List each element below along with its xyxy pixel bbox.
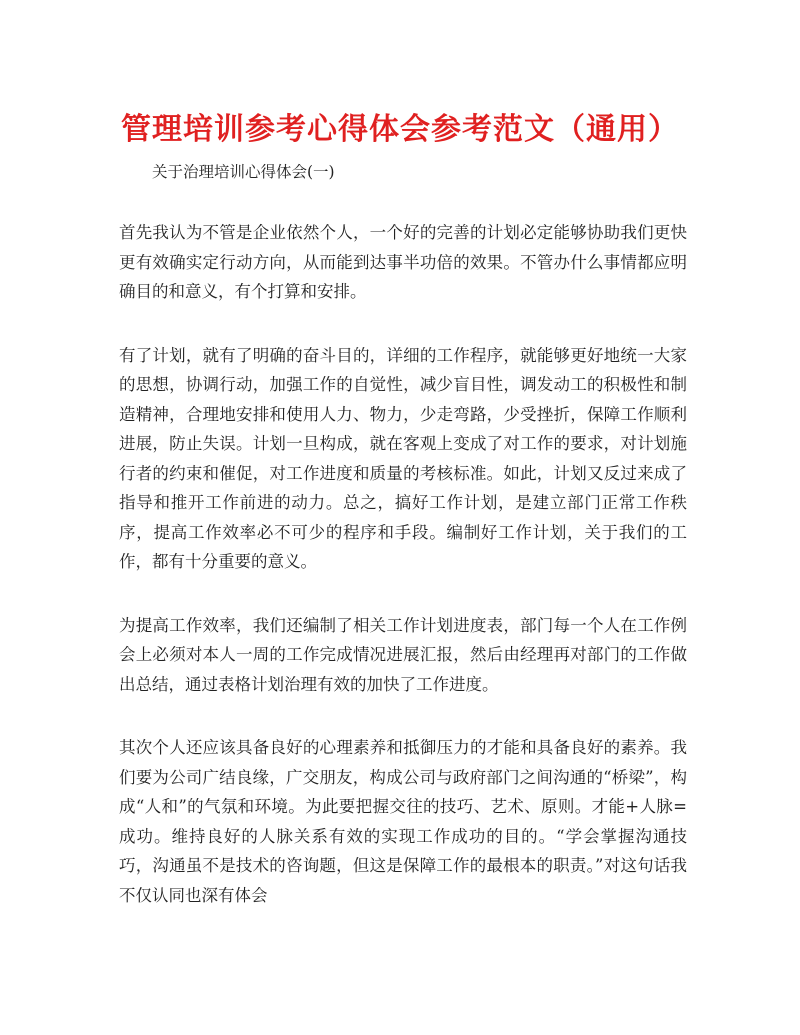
document-body	[119, 218, 687, 910]
body-paragraph-1: 首先我认为不管是企业依然个人，一个好的完善的计划必定能够协助我们更快更有效确实定行动方向，从而能到达事半功倍的效果。不管办什么事情都应明确目的和意义，有个打算和安排。	[119, 223, 687, 301]
document-subtitle: 关于治理培训心得体会(一)	[152, 163, 335, 181]
document-title: 管理培训参考心得体会参考范文（通用）	[121, 112, 679, 147]
body-paragraph-3: 为提高工作效率，我们还编制了相关工作计划进度表，部门每一个人在工作例会上必须对本人一周的工作完成情况进展汇报，然后由经理再对部门的工作做出总结，通过表格计划治理有效的加快了工作进度。	[119, 615, 687, 694]
body-paragraph-4: 其次个人还应该具备良好的心理素养和抵御压力的才能和具备良好的素养。我们要为公司广结良缘，广交朋友，构成公司与政府部门之间沟通的“桥梁”，构成“人和”的气氛和环境。为此要把握交往的技巧、艺术、原则。才能+人脉=成功。维持良好的人脉关系有效的实现工作成功的目的。“学会掌握沟通技巧，沟通虽不是技术的咨询题，但这是保障工作的最根本的职责。”对这句话我不仅认同也深有体会	[119, 738, 687, 905]
body-paragraph-2: 有了计划，就有了明确的奋斗目的，详细的工作程序，就能够更好地统一大家的思想，协调行动，加强工作的自觉性，减少盲目性，调发动工的积极性和制造精神，合理地安排和使用人力、物力，少走弯路，少受挫折，保障工作顺利进展，防止失误。计划一旦构成，就在客观上变成了对工作的要求，对计划施行者的约束和催促，对工作进度和质量的考核标准。如此，计划又反过来成了指导和推开工作前进的动力。总之，搞好工作计划，是建立部门正常工作秩序，提高工作效率必不可少的程序和手段。编制好工作计划，关于我们的工作，都有十分重要的意义。	[119, 345, 687, 571]
